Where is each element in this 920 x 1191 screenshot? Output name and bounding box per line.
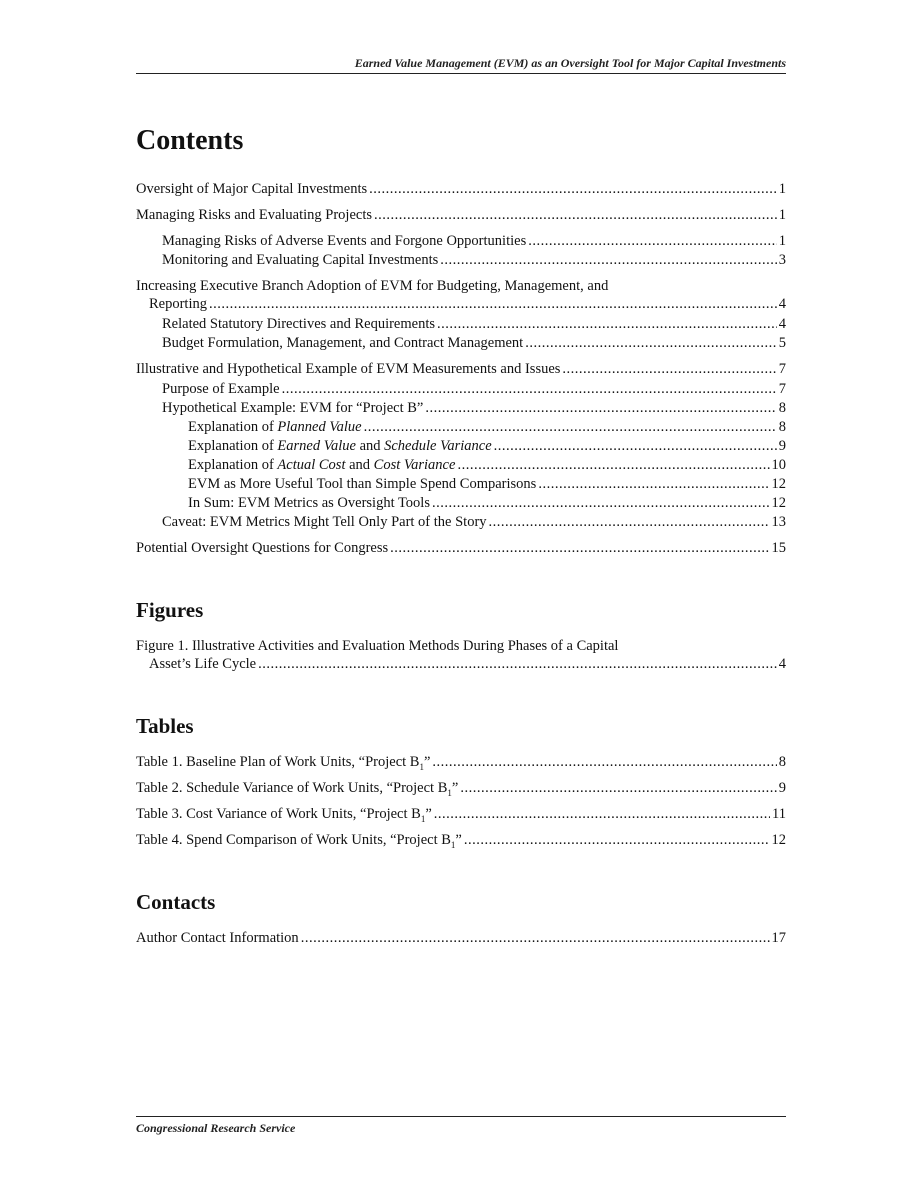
toc-entry-title <box>136 831 462 849</box>
toc-entry-title-prefix: Table 4. Spend Comparison of Work Units, “Project B <box>136 832 451 848</box>
toc-entry-title: Purpose of Example <box>162 381 280 397</box>
toc-entry-title: Managing Risks of Adverse Events and Forgone Opportunities <box>162 233 527 249</box>
toc-entry-page: 5 <box>778 335 786 351</box>
toc-leader <box>440 251 776 269</box>
subscript: 1 <box>450 839 456 850</box>
toc-entry[interactable] <box>162 315 786 333</box>
toc-entry-title: Caveat: EVM Metrics Might Tell Only Part of the Story <box>162 514 487 530</box>
figures-heading: Figures <box>136 598 204 622</box>
toc-entry-title: Illustrative and Hypothetical Example of EVM Measurements and Issues <box>136 361 561 377</box>
toc-entry-page: 1 <box>778 207 786 223</box>
toc-entry-page: 4 <box>778 656 786 672</box>
toc-entry-title-italic: Actual Cost <box>277 457 346 473</box>
toc-entry-title: Increasing Executive Branch Adoption of EVM for Budgeting, Management, and <box>136 278 609 294</box>
toc-entry-title: Hypothetical Example: EVM for “Project B” <box>162 400 424 416</box>
tables-heading: Tables <box>136 714 194 738</box>
toc-leader <box>282 380 777 398</box>
toc-entry[interactable] <box>188 456 786 474</box>
subscript: 1 <box>419 761 424 772</box>
toc-entry-page: 8 <box>778 400 786 416</box>
toc-leader <box>457 456 769 474</box>
toc-leader <box>460 779 776 797</box>
toc-entry[interactable] <box>162 251 786 269</box>
contacts-section <box>136 889 786 947</box>
toc-entry-page: 3 <box>778 252 786 268</box>
toc-entry-page: 12 <box>771 832 786 848</box>
toc-leader <box>258 655 777 673</box>
contacts-heading: Contacts <box>136 890 216 914</box>
toc-entry-title-italic: Schedule Variance <box>384 438 492 454</box>
toc-leader <box>425 399 776 417</box>
toc-leader <box>369 180 777 198</box>
toc-entry[interactable] <box>162 399 786 417</box>
toc-leader <box>528 232 777 250</box>
toc-leader <box>390 539 769 557</box>
toc-entry[interactable] <box>136 539 786 557</box>
toc-entry-title-prefix: Explanation of <box>188 457 278 473</box>
table-of-contents <box>136 124 786 987</box>
contents-section <box>136 124 786 557</box>
toc-entry-title-mid: and <box>355 438 385 454</box>
toc-entry-title: Oversight of Major Capital Investments <box>136 181 368 197</box>
toc-entry[interactable] <box>188 418 786 436</box>
toc-entry[interactable] <box>136 929 786 947</box>
toc-entry-title-prefix: Table 3. Cost Variance of Work Units, “Project B <box>136 806 421 822</box>
toc-entry-title-prefix: Table 1. Baseline Plan of Work Units, “Project B <box>136 754 420 770</box>
toc-entry-title-italic: Earned Value <box>277 438 356 454</box>
toc-leader <box>432 753 776 771</box>
toc-entry[interactable] <box>136 206 786 224</box>
toc-entry-title <box>188 437 492 455</box>
toc-entry-title: Budget Formulation, Management, and Contract Management <box>162 335 524 351</box>
toc-entry-page: 9 <box>778 438 786 454</box>
toc-leader <box>364 418 777 436</box>
toc-entry-page: 4 <box>778 316 786 332</box>
toc-entry-page: 8 <box>778 419 786 435</box>
toc-entry-title <box>188 418 362 436</box>
toc-entry-page: 1 <box>778 233 786 249</box>
toc-entry-title <box>136 805 432 823</box>
toc-entry-title: Figure 1. Illustrative Activities and Evaluation Methods During Phases of a Capital <box>136 638 619 654</box>
toc-entry-page: 15 <box>771 540 786 556</box>
toc-leader <box>434 805 770 823</box>
toc-entry[interactable] <box>136 360 786 378</box>
page-footer: Congressional Research Service <box>136 1116 786 1136</box>
toc-entry[interactable] <box>162 380 786 398</box>
toc-entry[interactable] <box>136 805 786 823</box>
tables-section <box>136 713 786 849</box>
toc-leader <box>301 929 770 947</box>
toc-entry-page: 8 <box>778 754 786 770</box>
toc-entry[interactable] <box>136 831 786 849</box>
toc-entry[interactable] <box>188 494 786 512</box>
toc-leader <box>432 494 770 512</box>
toc-entry-page: 10 <box>771 457 786 473</box>
toc-entry[interactable] <box>136 637 786 673</box>
contents-heading: Contents <box>136 125 244 156</box>
toc-entry[interactable] <box>136 180 786 198</box>
toc-entry-title-italic: Cost Variance <box>373 457 456 473</box>
toc-entry-title-italic: Planned Value <box>277 419 362 435</box>
running-header: Earned Value Management (EVM) as an Oversight Tool for Major Capital Investments <box>136 56 786 74</box>
toc-entry-title-prefix: Explanation of <box>188 419 278 435</box>
toc-entry-title: Potential Oversight Questions for Congress <box>136 540 389 556</box>
toc-entry-title: In Sum: EVM Metrics as Oversight Tools <box>188 495 430 511</box>
toc-entry-title <box>136 753 430 771</box>
toc-entry[interactable] <box>136 779 786 797</box>
toc-entry[interactable] <box>162 513 786 531</box>
toc-entry-page: 12 <box>771 495 786 511</box>
toc-entry[interactable] <box>188 437 786 455</box>
subscript: 1 <box>420 813 426 824</box>
toc-entry-page: 4 <box>778 296 786 312</box>
subscript: 1 <box>447 787 452 798</box>
toc-entry-title-suffix: ” <box>423 754 431 770</box>
toc-entry-page: 12 <box>771 476 786 492</box>
toc-entry-title-prefix: Explanation of <box>188 438 278 454</box>
toc-entry[interactable] <box>136 753 786 771</box>
toc-leader <box>437 315 777 333</box>
toc-entry-page: 11 <box>772 806 786 822</box>
toc-leader <box>464 831 770 849</box>
toc-entry-title-suffix: ” <box>451 780 459 796</box>
toc-entry-title: EVM as More Useful Tool than Simple Spend Comparisons <box>188 476 537 492</box>
toc-leader <box>209 295 777 313</box>
toc-entry-title <box>188 456 455 474</box>
toc-entry-page: 13 <box>771 514 786 530</box>
toc-entry-title: Managing Risks and Evaluating Projects <box>136 207 372 223</box>
toc-entry-title-mid: and <box>345 457 374 473</box>
toc-entry-title-continued: Reporting <box>149 296 207 312</box>
toc-entry-page: 7 <box>778 381 786 397</box>
toc-entry-title: Author Contact Information <box>136 930 299 946</box>
toc-entry-title-suffix: ” <box>455 832 462 848</box>
toc-entry-title-prefix: Table 2. Schedule Variance of Work Units, “Project B <box>136 780 448 796</box>
toc-entry[interactable] <box>188 475 786 493</box>
toc-leader <box>525 334 777 352</box>
toc-entry-title-continued: Asset’s Life Cycle <box>149 656 257 672</box>
toc-entry-page: 9 <box>778 780 786 796</box>
toc-entry[interactable] <box>162 232 786 250</box>
toc-leader <box>489 513 770 531</box>
toc-leader <box>562 360 776 378</box>
toc-entry-page: 7 <box>778 361 786 377</box>
toc-leader <box>538 475 769 493</box>
figures-section <box>136 597 786 673</box>
toc-entry-title: Related Statutory Directives and Requirements <box>162 316 436 332</box>
toc-entry-title: Monitoring and Evaluating Capital Investments <box>162 252 439 268</box>
toc-entry-page: 1 <box>778 181 786 197</box>
toc-leader <box>374 206 777 224</box>
toc-entry-page: 17 <box>771 930 786 946</box>
toc-entry[interactable] <box>136 277 786 313</box>
toc-entry[interactable] <box>162 334 786 352</box>
toc-entry-title-suffix: ” <box>425 806 432 822</box>
toc-leader <box>494 437 777 455</box>
toc-entry-title <box>136 779 458 797</box>
